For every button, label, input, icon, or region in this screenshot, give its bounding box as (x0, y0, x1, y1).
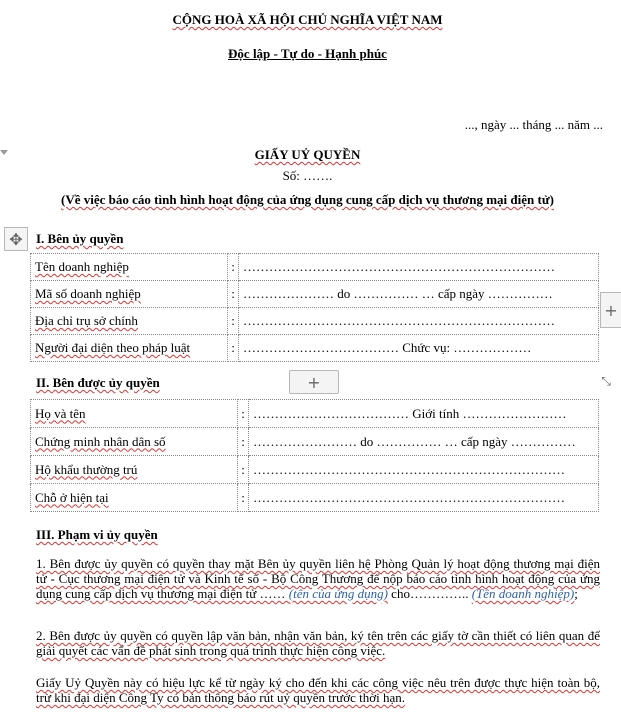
app-name-placeholder: (tên của ứng dụng) (288, 586, 388, 601)
label-id-number: Chứng minh nhân dân số (31, 428, 238, 456)
field-permanent-address[interactable]: ……………………………………………………………… (249, 456, 599, 484)
table-row (31, 428, 599, 456)
colon: : (238, 484, 249, 512)
table-row (31, 308, 599, 335)
section1-heading: I. Bên ủy quyền (36, 231, 124, 246)
label-full-name: Họ và tên (31, 400, 238, 428)
add-row-button[interactable]: + (289, 370, 339, 394)
table-row (31, 400, 599, 428)
colon: : (238, 456, 249, 484)
table-row (31, 484, 599, 512)
document-subject: (Về việc báo cáo tình hình hoạt động của ứng dụng cung cấp dịch vụ thương mại điện tử) (61, 192, 554, 207)
field-business-code[interactable]: ………………… do …………… … cấp ngày …………… (239, 281, 599, 308)
field-current-address[interactable]: ……………………………………………………………… (249, 484, 599, 512)
section3-heading: III. Phạm vi ủy quyền (36, 527, 158, 542)
colon: : (238, 400, 249, 428)
section1-table (30, 253, 599, 362)
table-row (31, 335, 599, 362)
label-permanent-address: Hộ khẩu thường trú (31, 456, 238, 484)
add-column-button[interactable]: + (600, 292, 621, 328)
document-number: Số: ……. (282, 168, 333, 183)
label-current-address: Chỗ ở hiện tại (31, 484, 238, 512)
country-name: CỘNG HOÀ XÃ HỘI CHỦ NGHĨA VIỆT NAM (172, 12, 443, 27)
table-row (31, 456, 599, 484)
colon: : (238, 428, 249, 456)
validity-paragraph: Giấy Uỷ Quyền này có hiệu lực kể từ ngày ký cho đến khi các công việc nêu trên được thực hiện toàn bộ, trừ khi đại diện Công Ty có bản thông báo rút uỷ quyền trước thời hạn. (36, 675, 600, 705)
scope-paragraph-2: 2. Bên được ủy quyền có quyền lập văn bản, nhận văn bản, ký tên trên các giấy tờ cần thiết có liên quan để giải quyết các vấn đề phát sinh trong quá trình thực hiện công việc. (36, 628, 600, 658)
label-business-code: Mã số doanh nghiệp (31, 281, 228, 308)
table-row (31, 281, 599, 308)
field-full-name[interactable]: ……………………………… Giới tính …………………… (249, 400, 599, 428)
date-line: ..., ngày ... tháng ... năm ... (464, 117, 603, 132)
scope-paragraph-1: 1. Bên được ủy quyền có quyền thay mặt Bên ủy quyền liên hệ Phòng Quản lý hoạt động thương mại điện tử - Cục thương mại điện tử và Kinh tế số - Bộ Công Thương để nộp báo cáo tình hình hoạt động của ứng dụng cung cấp dịch vụ thương mại điện tử …… (tên của ứng dụng) cho………….. (Tên doanh nghiệp); (36, 556, 600, 601)
label-head-office: Địa chỉ trụ sở chính (31, 308, 228, 335)
colon: : (228, 308, 239, 335)
colon: : (228, 335, 239, 362)
company-name-placeholder: (Tên doanh nghiệp) (471, 586, 575, 601)
field-legal-rep[interactable]: ……………………………… Chức vụ: ……………… (239, 335, 599, 362)
colon: : (228, 254, 239, 281)
field-id-number[interactable]: …………………… do …………… … cấp ngày …………… (249, 428, 599, 456)
document-title: GIẤY UỶ QUYỀN (254, 147, 361, 162)
table-move-handle-icon[interactable]: ✥ (4, 227, 28, 251)
colon: : (228, 281, 239, 308)
national-motto: Độc lập - Tự do - Hạnh phúc (228, 46, 387, 61)
field-company-name[interactable]: ……………………………………………………………… (239, 254, 599, 281)
section2-heading: II. Bên được ủy quyền (36, 375, 160, 390)
table-row (31, 254, 599, 281)
section2-table (30, 399, 599, 512)
label-company-name: Tên doanh nghiệp (31, 254, 228, 281)
table-resize-icon[interactable]: ⤡ (601, 373, 611, 388)
label-legal-rep: Người đại diện theo pháp luật (31, 335, 228, 362)
field-head-office[interactable]: ……………………………………………………………… (239, 308, 599, 335)
